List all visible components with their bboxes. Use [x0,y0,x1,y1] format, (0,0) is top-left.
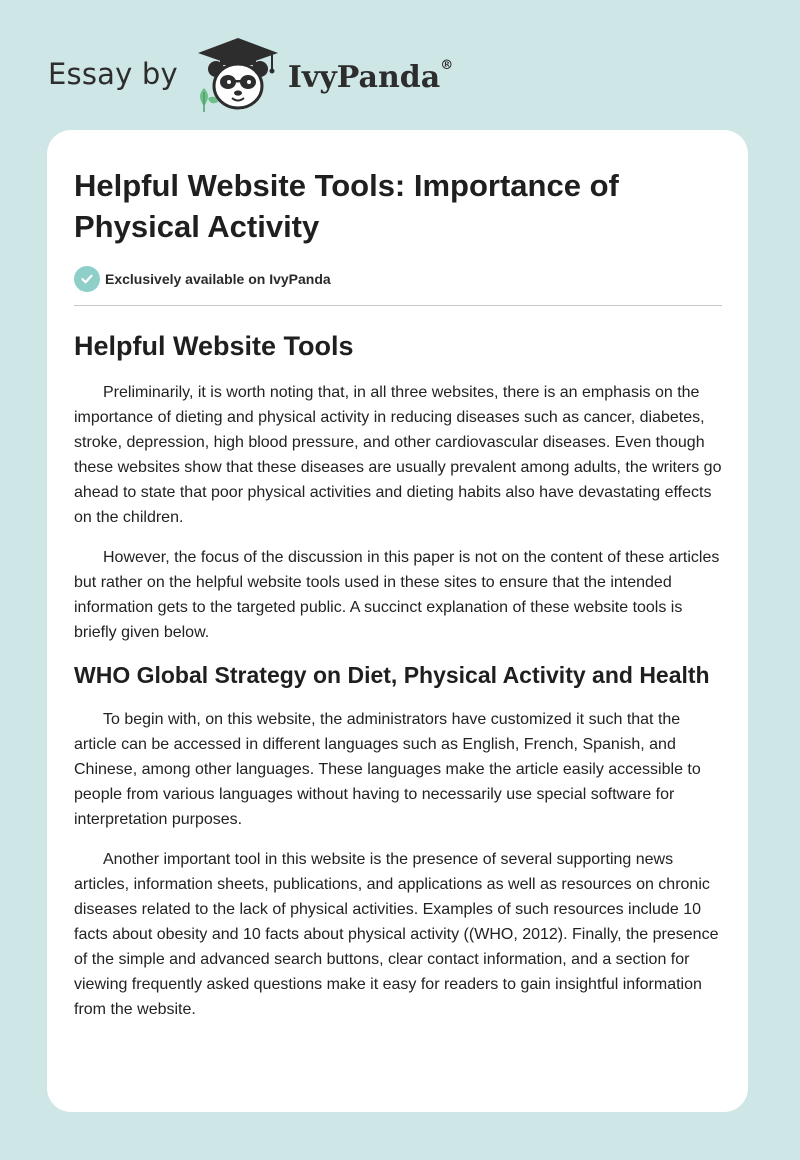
site-header [48,34,453,114]
check-circle-icon [74,266,100,292]
essay-card [47,130,748,1112]
divider [74,305,722,306]
paragraph: Another important tool in this website is the presence of several supporting news articles, information sheets, publications, and applications as well as resources on chronic diseases related to the lack of physical activities. Examples of such resources include 10 facts about obesity and 10 facts about physical activity ((WHO, 2012). Finally, the presence of the simple and advanced search buttons, clear contact information, and a section for viewing frequently asked questions make it easy for readers to gain insightful information from the website. [74,851,719,1018]
section-heading-who-global-strategy: WHO Global Strategy on Diet, Physical Activity and Health [74,662,710,688]
essay-by-label: Essay by [48,57,178,91]
section-heading-helpful-website-tools: Helpful Website Tools [74,331,354,361]
brand-name: IvyPanda [287,59,441,95]
ivypanda-brand[interactable] [287,57,454,95]
paragraph: However, the focus of the discussion in this paper is not on the content of these articles but rather on the helpful website tools used in these sites to ensure that the intended information gets to the targeted public. A succinct explanation of these website tools is briefly given below. [74,549,720,641]
registered-mark: ® [440,57,454,73]
panda-graduate-logo-icon[interactable] [192,36,284,112]
paragraph: Preliminarily, it is worth noting that, in all three websites, there is an emphasis on the importance of dieting and physical activity in reducing diseases such as cancer, diabetes, stroke, depression, high blood pressure, and other cardiovascular diseases. Even though these websites show that these diseases are usually prevalent among adults, the writers go ahead to state that poor physical activities and dieting habits also have devastating effects on the children. [74,384,722,526]
page-title: Helpful Website Tools: Importance of Physical Activity [74,168,619,244]
paragraph: To begin with, on this website, the administrators have customized it such that the article can be accessed in different languages such as English, French, Spanish, and Chinese, among other languages. These languages make the article easily accessible to people from various languages without having to necessarily use special software for interpretation purposes. [74,711,701,828]
badge-text: Exclusively available on IvyPanda [105,271,331,287]
exclusive-badge [74,265,722,293]
